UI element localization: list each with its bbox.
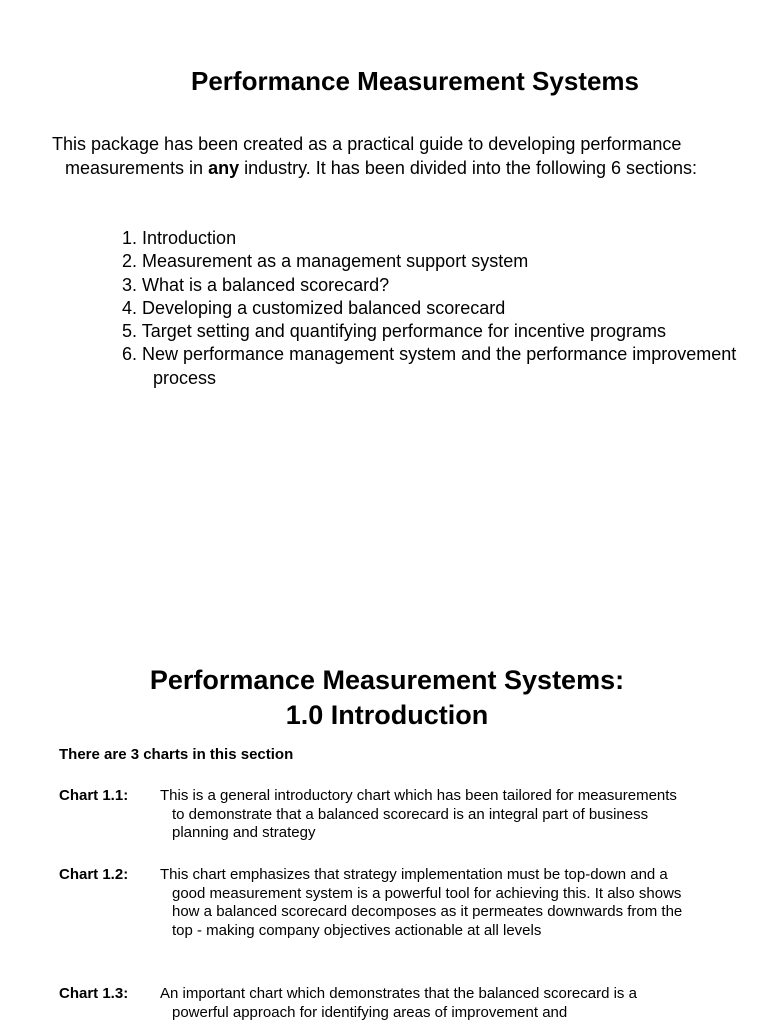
chart-label: Chart 1.1:	[59, 787, 129, 804]
charts-note: There are 3 charts in this section	[59, 746, 294, 763]
chart-description: This is a general introductory chart which has been tailored for measurements to demonstrate that a balanced scorecard is an integral part of business planning and strategy	[160, 787, 677, 841]
chart-label: Chart 1.3:	[59, 985, 129, 1002]
intro-text-start: This package has been created as a practical guide to developing performance measurements in	[52, 134, 682, 178]
intro-emphasis: any	[208, 157, 240, 178]
section-item-balanced-scorecard: 3. What is a balanced scorecard?	[122, 274, 390, 295]
chart-label: Chart 1.2:	[59, 866, 129, 883]
section-item-measurement: 2. Measurement as a management support system	[122, 251, 529, 272]
chart-description: An important chart which demonstrates that the balanced scorecard is a powerful approach for identifying areas of improvement and	[160, 985, 637, 1021]
chart-description: This chart emphasizes that strategy implementation must be top-down and a good measurement system is a powerful tool for achieving this. It also shows how a balanced scorecard decomposes as it permeates downwards from the top - making company objectives actionable at all levels	[160, 866, 683, 939]
section-list	[122, 227, 762, 390]
section-heading-line1: Performance Measurement Systems:	[149, 665, 625, 695]
page-title: Performance Measurement Systems	[191, 66, 639, 96]
section-item-target-setting: 5. Target setting and quantifying performance for incentive programs	[122, 321, 666, 342]
section-item-developing-scorecard: 4. Developing a customized balanced scorecard	[122, 297, 506, 318]
section-item-introduction: 1. Introduction	[122, 228, 237, 248]
section-item-new-system: 6. New performance management system and the performance improvement process	[122, 344, 737, 388]
section-heading	[0, 663, 768, 733]
section-heading-line2: 1.0 Introduction	[285, 700, 489, 730]
intro-text-end: industry. It has been divided into the following 6 sections:	[239, 157, 698, 178]
intro-paragraph	[52, 133, 755, 180]
